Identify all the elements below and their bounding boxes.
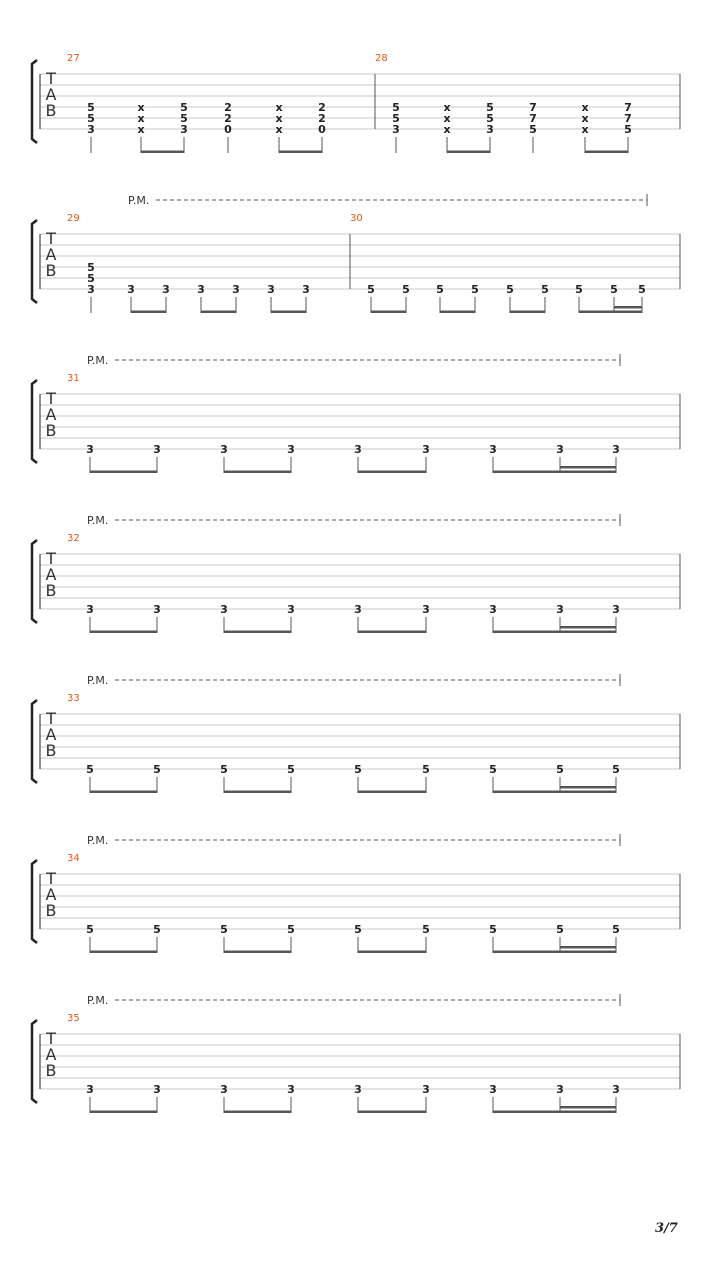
fret-number: 5 [87,261,95,274]
sub-beam [560,946,616,949]
fret-number: 3 [220,1083,228,1096]
fret-number: 3 [422,443,430,456]
fret-number: 3 [287,443,295,456]
fret-number: 5 [180,101,188,114]
fret-number: 3 [486,123,494,136]
palm-mute-label: P.M. [87,834,109,847]
fret-number: 3 [612,1083,620,1096]
fret-number: x [137,101,145,114]
sub-beam [614,306,642,309]
fret-number: x [581,101,589,114]
fret-number: 3 [392,123,400,136]
fret-number: 3 [489,603,497,616]
fret-number: 3 [87,123,95,136]
fret-number: 5 [153,763,161,776]
system-bracket [32,60,37,143]
fret-number: 3 [153,443,161,456]
system-bracket [32,380,37,463]
measure-number: 35 [67,1013,80,1024]
fret-number: 2 [318,101,326,114]
fret-number: 2 [318,112,326,125]
fret-number: x [443,123,451,136]
beam [493,951,616,954]
fret-number: 5 [354,923,362,936]
tab-clef-letter: B [45,101,57,120]
fret-number: 5 [87,112,95,125]
palm-mute-label: P.M. [87,354,109,367]
beam [224,951,291,954]
beam [90,951,157,954]
fret-number: 3 [197,283,205,296]
sub-beam [560,466,616,469]
measure-number: 27 [67,53,80,64]
fret-number: 5 [556,763,564,776]
beam [493,791,616,794]
fret-number: x [443,101,451,114]
tab-clef-letter: A [45,85,57,104]
measure-number: 29 [67,213,80,224]
beam [493,471,616,474]
fret-number: 3 [612,603,620,616]
fret-number: 7 [529,112,537,125]
beam [90,791,157,794]
fret-number: 5 [87,272,95,285]
fret-number: 5 [612,923,620,936]
fret-number: 3 [354,603,362,616]
beam [279,151,322,154]
fret-number: 5 [486,101,494,114]
beam [579,311,642,314]
fret-number: x [581,112,589,125]
fret-number: 5 [541,283,549,296]
fret-number: 5 [367,283,375,296]
fret-number: x [443,112,451,125]
fret-number: 5 [153,923,161,936]
tab-clef-letter: B [45,421,57,440]
fret-number: 3 [287,1083,295,1096]
fret-number: 3 [556,443,564,456]
fret-number: 5 [87,101,95,114]
fret-number: 2 [224,112,232,125]
fret-number: 3 [489,443,497,456]
fret-number: 3 [422,1083,430,1096]
fret-number: 3 [86,1083,94,1096]
beam [371,311,406,314]
fret-number: 5 [422,763,430,776]
fret-number: 3 [422,603,430,616]
measure-number: 32 [67,533,80,544]
fret-number: 3 [162,283,170,296]
system-bracket [32,540,37,623]
fret-number: x [275,123,283,136]
tab-clef-letter: B [45,901,57,920]
beam [358,1111,426,1114]
fret-number: 5 [610,283,618,296]
beam [224,791,291,794]
system-bracket [32,700,37,783]
fret-number: 7 [624,101,632,114]
fret-number: 3 [87,283,95,296]
palm-mute-label: P.M. [87,994,109,1007]
system-bracket [32,220,37,303]
fret-number: 3 [354,443,362,456]
fret-number: 3 [232,283,240,296]
beam [493,631,616,634]
tab-clef-letter: T [46,709,56,728]
beam [131,311,166,314]
fret-number: 3 [302,283,310,296]
beam [224,471,291,474]
tab-clef-letter: A [45,565,57,584]
palm-mute-label: P.M. [87,674,109,687]
beam [510,311,545,314]
fret-number: 5 [486,112,494,125]
sub-beam [560,626,616,629]
tab-clef-letter: B [45,741,57,760]
fret-number: 7 [529,101,537,114]
fret-number: 5 [436,283,444,296]
tab-clef-letter: A [45,245,57,264]
fret-number: 2 [224,101,232,114]
beam [224,1111,291,1114]
sub-beam [560,786,616,789]
fret-number: 3 [220,603,228,616]
fret-number: 0 [318,123,326,136]
fret-number: 3 [556,1083,564,1096]
fret-number: 5 [612,763,620,776]
beam [90,1111,157,1114]
fret-number: 5 [354,763,362,776]
fret-number: x [137,112,145,125]
fret-number: 3 [267,283,275,296]
fret-number: x [581,123,589,136]
tab-clef-letter: A [45,725,57,744]
palm-mute-label: P.M. [87,514,109,527]
measure-number: 28 [375,53,388,64]
fret-number: 3 [153,603,161,616]
fret-number: 5 [86,763,94,776]
fret-number: 5 [638,283,646,296]
tab-clef-letter: T [46,389,56,408]
beam [440,311,475,314]
fret-number: 3 [489,1083,497,1096]
fret-number: 7 [624,112,632,125]
fret-number: 3 [127,283,135,296]
tab-clef-letter: B [45,1061,57,1080]
beam [358,631,426,634]
fret-number: 5 [392,101,400,114]
fret-number: 5 [287,923,295,936]
measure-number: 34 [67,853,80,864]
fret-number: 3 [556,603,564,616]
fret-number: 5 [489,763,497,776]
beam [201,311,236,314]
beam [141,151,184,154]
system-bracket [32,860,37,943]
fret-number: 5 [220,763,228,776]
tab-clef-letter: A [45,1045,57,1064]
tab-clef-letter: B [45,261,57,280]
beam [271,311,306,314]
tab-clef-letter: B [45,581,57,600]
beam [358,791,426,794]
beam [90,471,157,474]
beam [358,471,426,474]
fret-number: 3 [180,123,188,136]
fret-number: 5 [402,283,410,296]
fret-number: 5 [180,112,188,125]
fret-number: 0 [224,123,232,136]
fret-number: 5 [529,123,537,136]
tab-clef-letter: T [46,549,56,568]
page-number: 3/7 [655,1221,678,1236]
fret-number: x [275,112,283,125]
fret-number: 5 [220,923,228,936]
beam [90,631,157,634]
tab-clef-letter: A [45,405,57,424]
palm-mute-label: P.M. [128,194,150,207]
fret-number: 5 [489,923,497,936]
fret-number: 5 [422,923,430,936]
beam [447,151,490,154]
tab-clef-letter: T [46,229,56,248]
fret-number: 3 [220,443,228,456]
beam [585,151,628,154]
sub-beam [560,1106,616,1109]
tab-clef-letter: T [46,69,56,88]
fret-number: 3 [612,443,620,456]
tab-clef-letter: T [46,869,56,888]
fret-number: 5 [575,283,583,296]
system-bracket [32,1020,37,1103]
fret-number: x [137,123,145,136]
measure-number: 31 [67,373,80,384]
fret-number: x [275,101,283,114]
fret-number: 3 [153,1083,161,1096]
fret-number: 3 [86,443,94,456]
measure-number: 33 [67,693,80,704]
fret-number: 5 [624,123,632,136]
measure-number: 30 [350,213,363,224]
tab-clef-letter: T [46,1029,56,1048]
beam [224,631,291,634]
beam [358,951,426,954]
beam [493,1111,616,1114]
fret-number: 3 [287,603,295,616]
fret-number: 5 [287,763,295,776]
tab-clef-letter: A [45,885,57,904]
fret-number: 3 [354,1083,362,1096]
fret-number: 5 [86,923,94,936]
fret-number: 3 [86,603,94,616]
fret-number: 5 [506,283,514,296]
fret-number: 5 [392,112,400,125]
fret-number: 5 [556,923,564,936]
fret-number: 5 [471,283,479,296]
